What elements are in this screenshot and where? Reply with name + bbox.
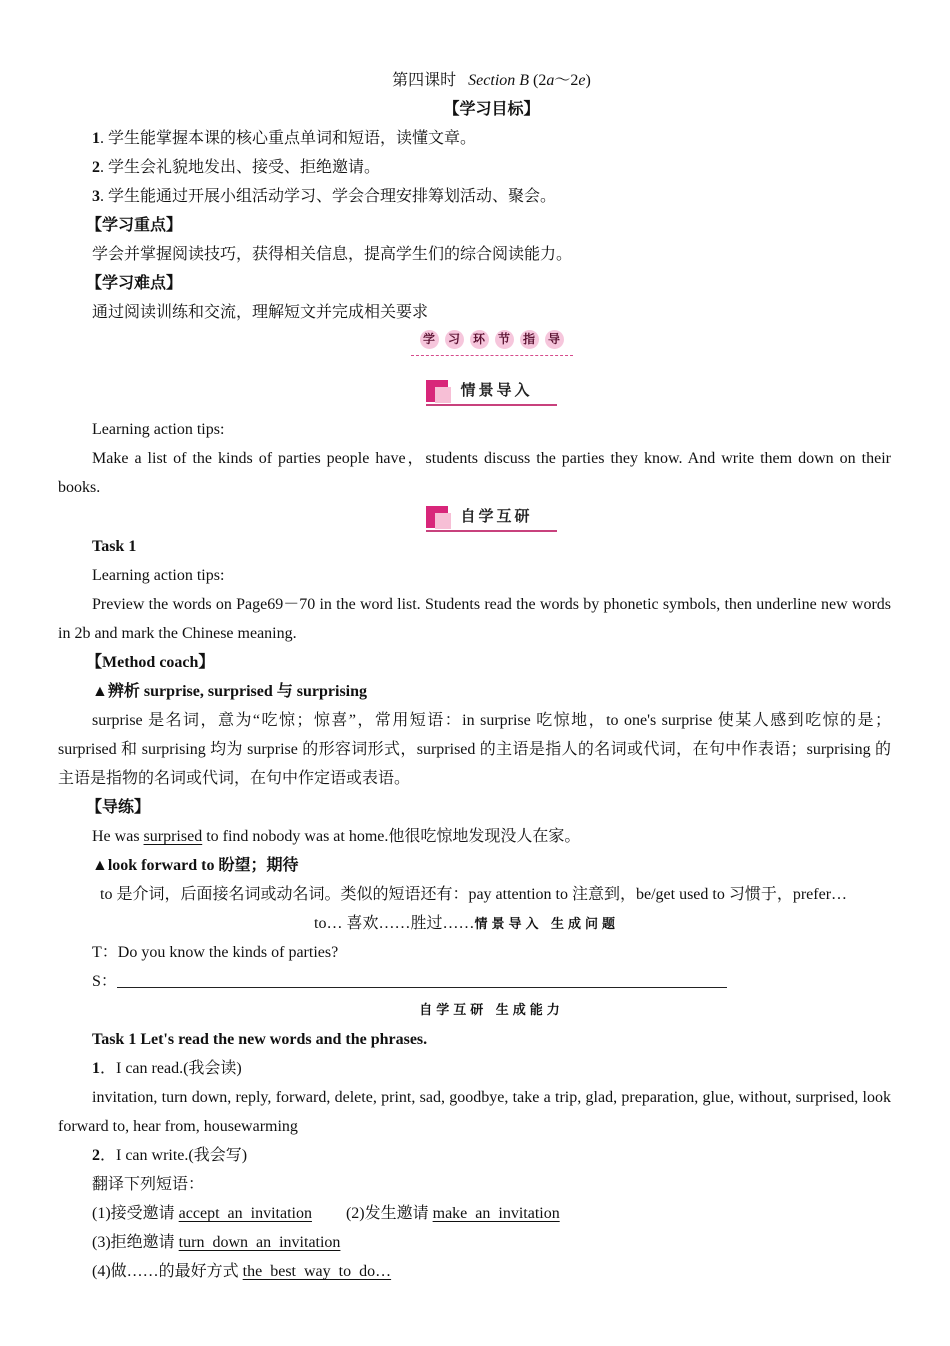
phrase-label: (4)做……的最好方式: [92, 1263, 243, 1280]
section-range-open: (2: [529, 72, 547, 89]
key-points-text: 学会并掌握阅读技巧，获得相关信息，提高学生们的综合阅读能力。: [92, 246, 573, 263]
point2-text-line2: [58, 909, 891, 938]
objectives-title: 【学习目标】: [443, 101, 540, 118]
point1-title: [58, 677, 891, 706]
write-heading: [58, 1141, 891, 1170]
teacher-label: T：: [92, 944, 118, 961]
point2-title-en: ▲look forward to: [92, 857, 219, 874]
translate-label: 翻译下列短语：: [92, 1176, 205, 1193]
section-header-box: [426, 504, 556, 532]
guide-char: 导: [545, 330, 564, 349]
point2-text-line1: to 是介词，后面接名词或动名词。类似的短语还有：pay attention to 注意到，be/get used to 习惯于，prefer…: [100, 886, 848, 903]
tips-text: Make a list of the kinds of parties people have，students discuss the parties they know. And write them down on their books.: [58, 450, 891, 496]
guide-char: 学: [420, 330, 439, 349]
tips-text: Preview the words on Page69－70 in the word list. Students read the words by phonetic symbols, then underline new words in 2b and mark the Chinese meaning.: [58, 596, 891, 642]
phrase-label: (3)拒绝邀请: [92, 1234, 179, 1251]
point2-title-cn: 盼望；期待: [218, 857, 299, 874]
method-coach-title: 【Method coach】: [86, 654, 215, 671]
guide-banner: [92, 327, 891, 367]
teacher-text-b: ow the kinds of parties?: [185, 944, 339, 961]
practice-post: to find nobody was at home.他很吃惊地发现没人在家。: [202, 828, 581, 845]
phrase-row: [58, 1228, 891, 1257]
section-header-self-study: [92, 502, 891, 532]
difficulties-title: 【学习难点】: [86, 275, 183, 292]
objective-number: 3: [92, 188, 100, 205]
section-header-intro: [92, 367, 891, 415]
section-header-title: 情景导入: [460, 381, 533, 399]
header-square-icon: [435, 513, 451, 529]
phrase-label: (1)接受邀请: [92, 1205, 179, 1222]
phrase-answer: accept an invitation: [178, 1205, 312, 1222]
subhead-ability: 自学互研 生成能力: [419, 1003, 564, 1018]
point1-title-en2: surprising: [296, 683, 368, 700]
objective-text: . 学生能通过开展小组活动学习、学会合理安排筹划活动、聚会。: [100, 188, 557, 205]
practice-answer: surprised: [143, 828, 203, 845]
guide-char: 指: [520, 330, 539, 349]
objective-number: 2: [92, 159, 100, 176]
tips-label: Learning action tips:: [92, 421, 225, 438]
objective-number: 1: [92, 130, 100, 147]
write-text: ．I can write.(我会写): [100, 1147, 248, 1164]
write-number: 2: [92, 1147, 100, 1164]
phrase-row: [58, 1257, 891, 1286]
point2-trail: 情景导入 生成问题: [474, 917, 619, 932]
difficulties-text: 通过阅读训练和交流，理解短文并完成相关要求: [92, 304, 429, 321]
objective-item: [58, 124, 891, 153]
teacher-line: [58, 938, 891, 967]
practice-sentence: [58, 822, 891, 851]
phrase-answer: turn down an invitation: [178, 1234, 341, 1251]
point1-text: surprise 是名词，意为“吃惊；惊喜”，常用短语：in surprise 吃惊地，to one's surprise 使某人感到吃惊的是；surprised 和 surprising 均为 surprise 的形容词形式，surprised 的主语是指人的名词或代词，在句中作表语；surprising 的主语是指物的名词或代词，在句中作定语或表语。: [58, 712, 891, 787]
read-heading: [58, 1054, 891, 1083]
key-points-title: 【学习重点】: [86, 217, 183, 234]
section-range-a: a: [546, 72, 555, 89]
point2-title: [58, 851, 891, 880]
task-label: Task 1: [92, 538, 137, 555]
section-label: Section B: [468, 72, 530, 89]
point1-title-yu: 与: [276, 683, 297, 700]
teacher-text-a: Do you kn: [117, 944, 186, 961]
point2-text2: to… 喜欢……胜过……: [314, 915, 475, 932]
section-range-e: e: [578, 72, 586, 89]
guide-char: 节: [495, 330, 514, 349]
lesson-title: [92, 66, 891, 95]
guide-banner-box: [411, 327, 573, 356]
phrase-label: (2)发生邀请: [345, 1205, 433, 1222]
point1-title-en: surprise, surprised: [143, 683, 277, 700]
phrase-row: [58, 1199, 891, 1228]
tips-label: Learning action tips:: [92, 567, 225, 584]
phrase-answer: the best way to do…: [242, 1263, 392, 1280]
practice-pre: He was: [92, 828, 144, 845]
objective-item: [58, 153, 891, 182]
guide-char: 习: [445, 330, 464, 349]
objective-item: [58, 182, 891, 211]
student-answer-blank[interactable]: [117, 969, 727, 988]
point1-title-cn: ▲辨析: [92, 683, 144, 700]
read-text: ．I can read.(我会读): [100, 1060, 242, 1077]
task1-title: Task 1 Let's read the new words and the phrases.: [92, 1031, 428, 1048]
practice-title: 【导练】: [86, 799, 151, 816]
lesson-label: 第四课时: [392, 72, 457, 89]
word-list: invitation, turn down, reply, forward, delete, print, sad, goodbye, take a trip, glad, preparation, glue, without, surprised, look forward to, hear from, housewarming: [58, 1089, 891, 1135]
section-range-close: ): [585, 72, 591, 89]
guide-char: 环: [470, 330, 489, 349]
header-square-icon: [435, 387, 451, 403]
section-header-box: [426, 378, 556, 406]
section-range-tilde: ～2: [554, 72, 579, 89]
section-header-title: 自学互研: [460, 507, 533, 525]
objective-text: . 学生会礼貌地发出、接受、拒绝邀请。: [100, 159, 381, 176]
phrase-answer: make an invitation: [432, 1205, 560, 1222]
read-number: 1: [92, 1060, 100, 1077]
student-label: S：: [92, 973, 117, 990]
student-line[interactable]: [58, 967, 891, 996]
worksheet-page: [58, 66, 891, 1286]
objective-text: . 学生能掌握本课的核心重点单词和短语，读懂文章。: [100, 130, 477, 147]
